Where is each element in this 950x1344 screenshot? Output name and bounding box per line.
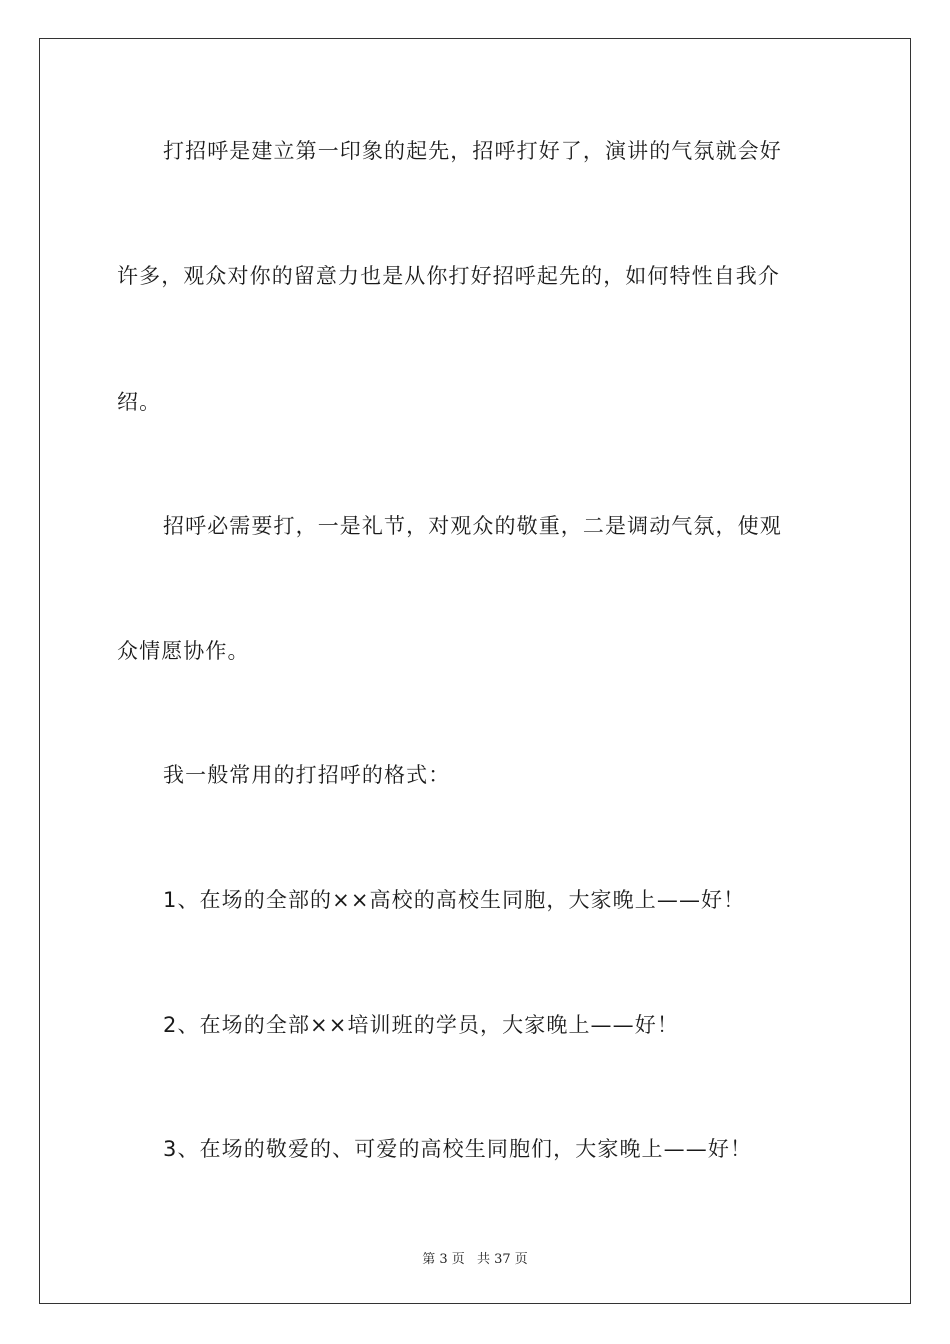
paragraph-1-line-2: 许多，观众对你的留意力也是从你打好招呼起先的，如何特性自我介 — [117, 264, 780, 288]
list-item-3: 3、在场的敬爱的、可爱的高校生同胞们，大家晚上——好！ — [163, 1137, 753, 1161]
paragraph-3-line-1: 我一般常用的打招呼的格式： — [163, 763, 451, 787]
page-frame — [39, 38, 911, 1304]
list-item-1: 1、在场的全部的××高校的高校生同胞，大家晚上——好！ — [163, 888, 746, 912]
page-footer — [0, 1248, 950, 1267]
list-item-2: 2、在场的全部××培训班的学员，大家晚上——好！ — [163, 1013, 679, 1037]
paragraph-2-line-1: 招呼必需要打，一是礼节，对观众的敬重，二是调动气氛，使观 — [163, 514, 782, 538]
paragraph-1-line-1: 打招呼是建立第一印象的起先，招呼打好了，演讲的气氛就会好 — [163, 139, 782, 163]
paragraph-1-line-3: 绍。 — [117, 390, 162, 414]
paragraph-2-line-2: 众情愿协作。 — [117, 639, 250, 663]
page-total: 共 37 页 — [476, 1252, 528, 1267]
page-number: 第 3 页 — [422, 1252, 465, 1267]
